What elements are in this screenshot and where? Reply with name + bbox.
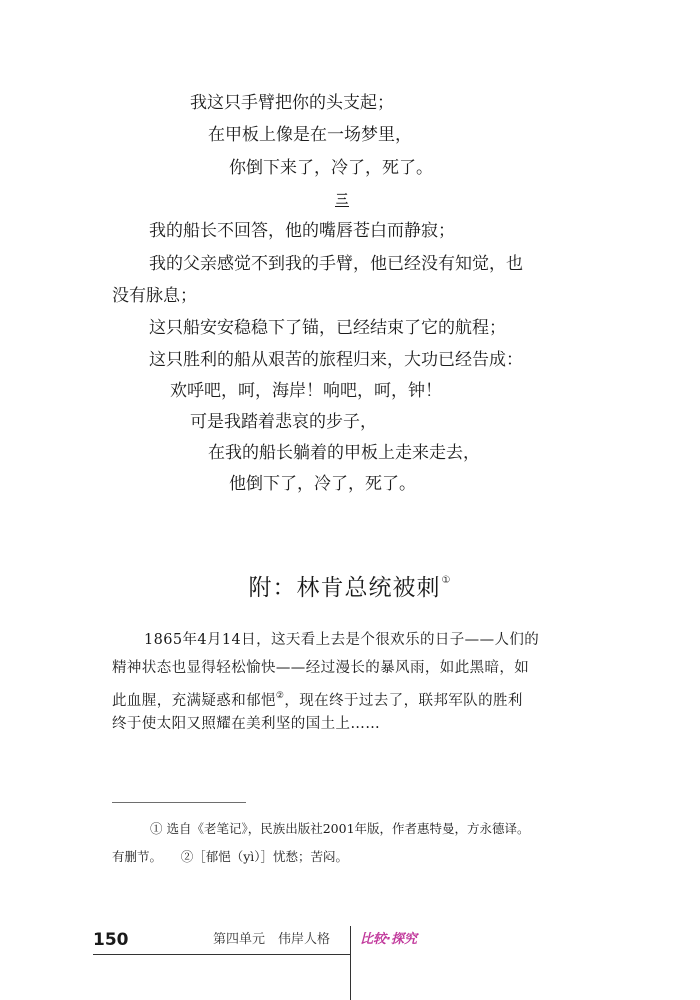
prose-line: 终于使太阳又照耀在美利坚的国土上……: [112, 716, 381, 732]
poem-line: 这只船安安稳稳下了锚，已经结束了它的航程；: [149, 318, 506, 338]
poem-line: 你倒下来了，冷了，死了。: [229, 158, 433, 178]
section-marker: 三: [336, 192, 349, 206]
prose-line: [112, 686, 590, 711]
prose-fragment: 此血腥，充满疑惑和郁悒: [112, 693, 276, 709]
prose-fragment: ，现在终于过去了，联邦军队的胜利: [284, 693, 523, 709]
poem-line: 在我的船长躺着的甲板上走来走去，: [208, 443, 480, 463]
footnote-marker: ①: [441, 575, 452, 586]
poem-line: 我这只手臂把你的头支起；: [190, 93, 394, 113]
prose-line: 1865年4月14日，这天看上去是个很欢乐的日子——人们的: [144, 632, 540, 648]
poem-line: 没有脉息；: [112, 286, 197, 306]
page-number: 150: [93, 930, 129, 950]
poem-line: 我的船长不回答，他的嘴唇苍白而静寂；: [149, 221, 455, 241]
footnote-marker: ②: [275, 691, 285, 701]
footer-vertical-divider: [350, 926, 351, 1000]
poem-line: 他倒下了，冷了，死了。: [229, 474, 416, 494]
footnote-line: 有删节。 ②［郁悒（yì）］忧愁；苦闷。: [112, 849, 349, 864]
poem-line: 我的父亲感觉不到我的手臂，他已经没有知觉，也: [149, 254, 523, 274]
appendix-title-text: 附：林肯总统被刺: [248, 575, 441, 601]
section-tag: 比较·探究: [360, 932, 417, 947]
unit-label: 第四单元 伟岸人格: [213, 932, 331, 947]
footnote-line: ① 选自《老笔记》，民族出版社2001年版，作者惠特曼，方永德译。: [150, 821, 530, 836]
poem-line: 在甲板上像是在一场梦里，: [208, 125, 412, 145]
footnote-divider: [112, 802, 246, 803]
poem-line: 这只胜利的船从艰苦的旅程归来，大功已经告成：: [149, 350, 523, 370]
poem-line: 欢呼吧，呵，海岸！响吧，呵，钟！: [170, 381, 442, 401]
prose-line: 精神状态也显得轻松愉快——经过漫长的暴风雨，如此黑暗，如: [112, 660, 530, 676]
footer-divider: [93, 954, 350, 955]
appendix-title: [0, 566, 700, 603]
poem-line: 可是我踏着悲哀的步子，: [190, 412, 377, 432]
